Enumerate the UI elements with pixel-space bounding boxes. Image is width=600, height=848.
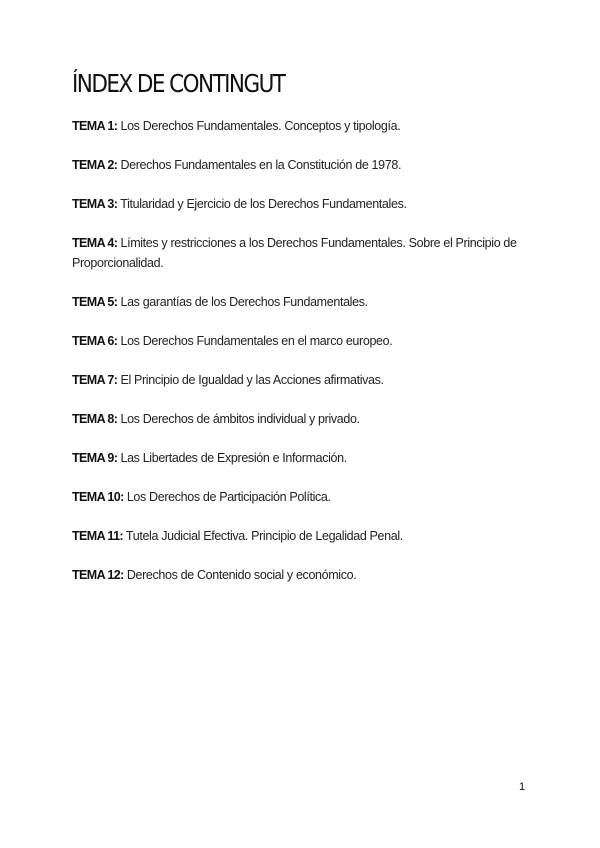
toc-item-text: Los Derechos de Participación Política. — [126, 490, 331, 504]
toc-item-tema-2 — [72, 155, 532, 175]
toc-item-text: Los Derechos Fundamentales en el marco europeo. — [120, 334, 393, 348]
toc-item-tema-4 — [72, 233, 532, 273]
toc-item-label: TEMA 1: — [72, 119, 118, 133]
toc-item-label: TEMA 11: — [72, 529, 123, 543]
toc-item-text: Las Libertades de Expresión e Información. — [120, 451, 347, 465]
toc-item-text: Las garantías de los Derechos Fundamentales. — [120, 295, 368, 309]
toc-item-label: TEMA 6: — [72, 334, 118, 348]
toc-item-tema-5 — [72, 292, 532, 312]
toc-item-label: TEMA 3: — [72, 197, 118, 211]
toc-item-text: Derechos Fundamentales en la Constitución de 1978. — [120, 158, 402, 172]
toc-item-tema-7 — [72, 370, 532, 390]
table-of-contents — [72, 116, 532, 604]
toc-item-tema-1 — [72, 116, 532, 136]
toc-item-tema-11 — [72, 526, 532, 546]
toc-item-text: Los Derechos de ámbitos individual y privado. — [120, 412, 360, 426]
toc-item-text: Los Derechos Fundamentales. Conceptos y tipología. — [120, 119, 401, 133]
toc-item-tema-9 — [72, 448, 532, 468]
page-title: ÍNDEX DE CONTINGUT — [72, 69, 285, 98]
toc-item-text: Tutela Judicial Efectiva. Principio de Legalidad Penal. — [125, 529, 403, 543]
toc-item-text: Límites y restricciones a los Derechos Fundamentales. Sobre el Principio de Proporcionalidad. — [72, 236, 517, 270]
toc-item-tema-10 — [72, 487, 532, 507]
toc-item-label: TEMA 9: — [72, 451, 118, 465]
page-number: 1 — [519, 781, 526, 793]
toc-item-tema-12 — [72, 565, 532, 585]
toc-item-tema-3 — [72, 194, 532, 214]
toc-item-label: TEMA 10: — [72, 490, 124, 504]
toc-item-tema-6 — [72, 331, 532, 351]
toc-item-text: El Principio de Igualdad y las Acciones afirmativas. — [120, 373, 384, 387]
toc-item-tema-8 — [72, 409, 532, 429]
toc-item-label: TEMA 7: — [72, 373, 118, 387]
toc-item-label: TEMA 8: — [72, 412, 118, 426]
toc-item-label: TEMA 2: — [72, 158, 118, 172]
toc-item-label: TEMA 5: — [72, 295, 118, 309]
toc-item-text: Titularidad y Ejercicio de los Derechos Fundamentales. — [120, 197, 407, 211]
toc-item-text: Derechos de Contenido social y económico. — [126, 568, 357, 582]
toc-item-label: TEMA 4: — [72, 236, 118, 250]
toc-item-label: TEMA 12: — [72, 568, 124, 582]
